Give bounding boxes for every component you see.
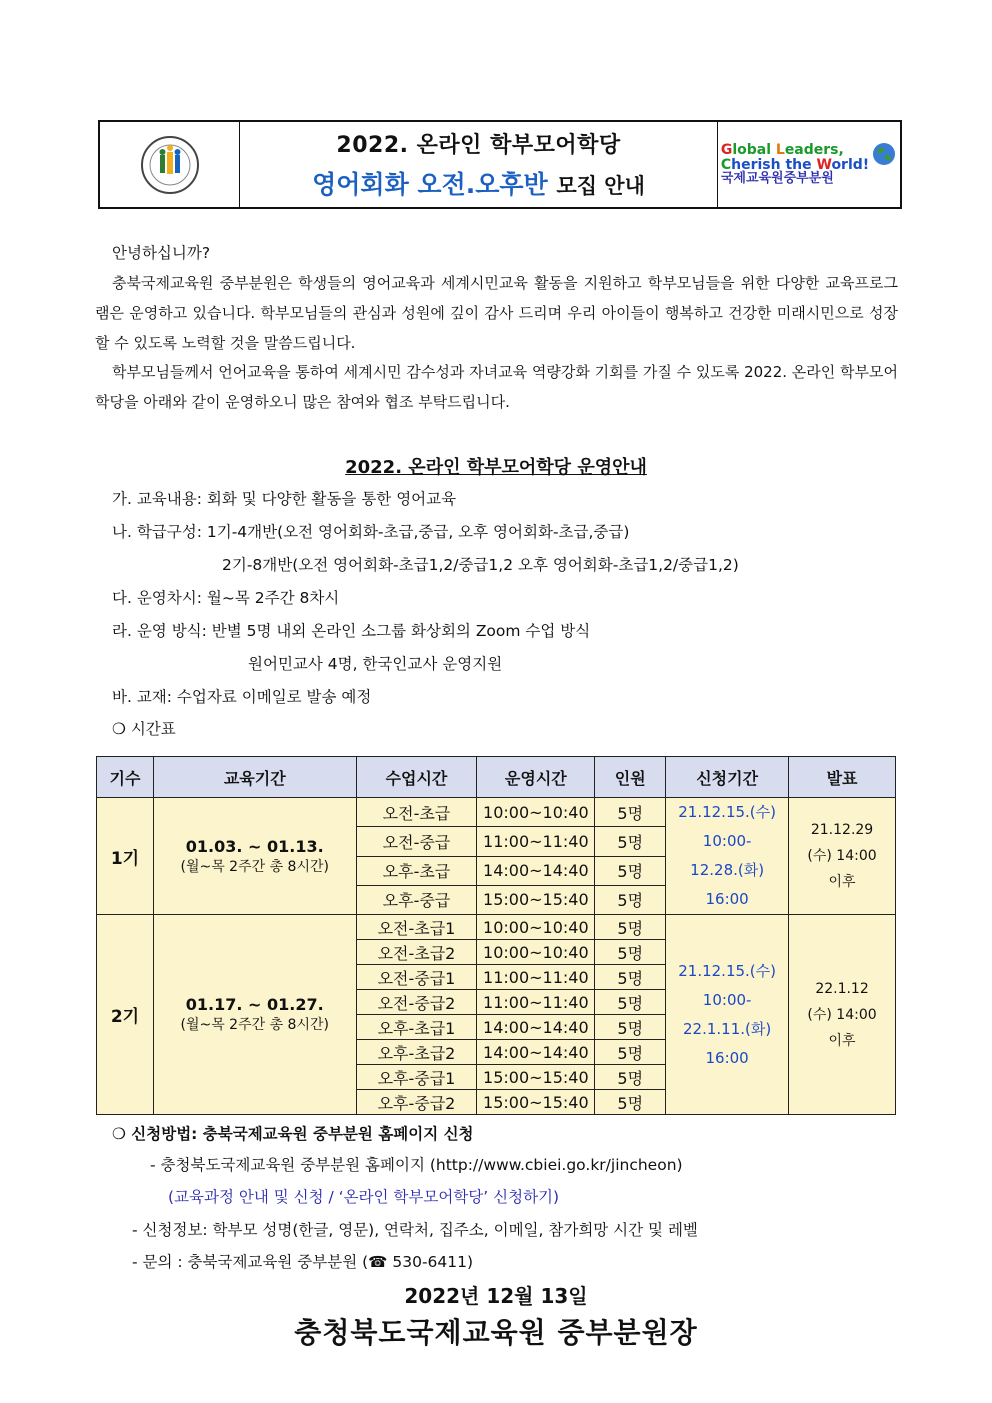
table-row — [97, 915, 896, 940]
time-cell: 14:00~14:40 — [477, 856, 595, 885]
item-teachers: 원어민교사 4명, 한국인교사 운영지원 — [248, 655, 503, 673]
item-content: 가. 교육내용: 회화 및 다양한 활동을 통한 영어교육 — [112, 490, 457, 508]
item-sessions: 다. 운영차시: 월~목 2주간 8차시 — [112, 589, 340, 607]
class-cell: 오후-초급 — [356, 856, 477, 885]
capacity-cell: 5명 — [595, 1040, 666, 1065]
subtitle-highlight: 영어회화 오전.오후반 — [312, 170, 548, 199]
capacity-cell: 5명 — [595, 965, 666, 990]
globe-icon — [871, 141, 897, 167]
time-cell: 14:00~14:40 — [477, 1015, 595, 1040]
period-cell — [153, 915, 356, 1115]
time-cell: 11:00~11:40 — [477, 990, 595, 1015]
class-cell: 오전-초급 — [356, 798, 477, 827]
apply-menu-path: (교육과정 안내 및 신청 / ‘온라인 학부모어학당’ 신청하기) — [168, 1188, 560, 1206]
intro-paragraph-1: 충북국제교육원 중부분원은 학생들의 영어교육과 세계시민교육 활동을 지원하고 학부모님들을 위한 다양한 교육프로그램은 운영하고 있습니다. 학부모님들의 관심과 성원에 깊이 감사 드리며 우리 아이들이 행복하고 건강한 미래시민으로 성장할 수 있도록 노력할 것을 말씀드립니다. — [95, 274, 898, 352]
capacity-cell: 5명 — [595, 798, 666, 827]
time-cell: 10:00~10:40 — [477, 940, 595, 965]
subtitle-rest: 모집 안내 — [556, 174, 645, 198]
table-row — [97, 798, 896, 827]
capacity-cell: 5명 — [595, 1015, 666, 1040]
brand-line-3: 국제교육원중부분원 — [720, 171, 834, 187]
institute-seal-icon — [140, 135, 200, 195]
item-timetable-label: ❍ 시간표 — [112, 720, 176, 738]
time-cell: 11:00~11:40 — [477, 827, 595, 856]
greeting: 안녕하십니까? — [112, 244, 211, 262]
capacity-cell: 5명 — [595, 856, 666, 885]
period-dates: 01.03. ~ 01.13. — [185, 836, 324, 856]
class-cell: 오전-중급 — [356, 827, 477, 856]
class-cell: 오전-초급2 — [356, 940, 477, 965]
term-cell: 1기 — [97, 798, 154, 915]
notice-subtitle — [312, 165, 645, 201]
period-note: (월~목 2주간 총 8시간) — [180, 1017, 329, 1033]
item-classes: 나. 학급구성: 1기-4개반(오전 영어회화-초급,중급, 오후 영어회화-초급,중급) — [112, 523, 630, 541]
item-materials: 바. 교재: 수업자료 이메일로 발송 예정 — [112, 688, 372, 706]
header-term: 기수 — [97, 757, 154, 798]
class-cell: 오후-중급2 — [356, 1090, 477, 1115]
time-cell: 14:00~14:40 — [477, 1040, 595, 1065]
term-cell: 2기 — [97, 915, 154, 1115]
brand-line-2: Cherish the World! — [720, 156, 870, 173]
item-classes-term2: 2기-8개반(오전 영어회화-초급1,2/중급1,2 오후 영어회화-초급1,2/중급1,2) — [222, 556, 739, 574]
brand-line-1: Global Leaders, — [720, 141, 844, 158]
logo-cell — [100, 122, 240, 207]
class-cell: 오후-중급1 — [356, 1065, 477, 1090]
capacity-cell: 5명 — [595, 885, 666, 914]
class-cell: 오후-초급1 — [356, 1015, 477, 1040]
class-cell: 오전-중급1 — [356, 965, 477, 990]
footer-date: 2022년 12월 13일 — [404, 1284, 588, 1308]
time-cell: 15:00~15:40 — [477, 1065, 595, 1090]
capacity-cell: 5명 — [595, 1090, 666, 1115]
apply-period-cell: 21.12.15.(수) 10:00- 12.28.(화) 16:00 — [666, 798, 789, 915]
class-cell: 오후-초급2 — [356, 1040, 477, 1065]
notice-header — [98, 120, 902, 209]
announce-cell: 21.12.29 (수) 14:00 이후 — [789, 798, 896, 915]
brand-logo — [721, 143, 869, 186]
title-cell — [240, 122, 718, 207]
header-apply-period: 신청기간 — [666, 757, 789, 798]
time-cell: 10:00~10:40 — [477, 798, 595, 827]
header-period: 교육기간 — [153, 757, 356, 798]
capacity-cell: 5명 — [595, 940, 666, 965]
time-cell: 15:00~15:40 — [477, 885, 595, 914]
notice-title: 2022. 온라인 학부모어학당 — [336, 133, 621, 158]
header-announce: 발표 — [789, 757, 896, 798]
class-cell: 오후-중급 — [356, 885, 477, 914]
section-title: 2022. 온라인 학부모어학당 운영안내 — [345, 457, 647, 478]
class-cell: 오전-중급2 — [356, 990, 477, 1015]
header-capacity: 인원 — [595, 757, 666, 798]
time-cell: 11:00~11:40 — [477, 965, 595, 990]
schedule-table — [96, 756, 896, 1115]
header-class: 수업시간 — [356, 757, 477, 798]
time-cell: 10:00~10:40 — [477, 915, 595, 940]
brand-cell — [718, 122, 900, 207]
period-dates: 01.17. ~ 01.27. — [185, 995, 324, 1014]
capacity-cell: 5명 — [595, 990, 666, 1015]
period-note: (월~목 2주간 총 8시간) — [180, 858, 329, 875]
period-cell — [153, 798, 356, 915]
class-cell: 오전-초급1 — [356, 915, 477, 940]
announce-cell: 22.1.12 (수) 14:00 이후 — [789, 915, 896, 1115]
apply-homepage: - 충청북도국제교육원 중부분원 홈페이지 (http://www.cbiei.go.kr/jincheon) — [150, 1156, 683, 1174]
footer-organization: 충청북도국제교육원 중부분원장 — [294, 1316, 698, 1349]
table-header-row — [97, 757, 896, 798]
intro-paragraph-2: 학부모님들께서 언어교육을 통하여 세계시민 감수성과 자녀교육 역량강화 기회를 가질 수 있도록 2022. 온라인 학부모어학당을 아래와 같이 운영하오니 많은 참여와 협조 부탁드립니다. — [95, 363, 898, 411]
capacity-cell: 5명 — [595, 915, 666, 940]
header-time: 운영시간 — [477, 757, 595, 798]
capacity-cell: 5명 — [595, 827, 666, 856]
apply-info: - 신청정보: 학부모 성명(한글, 영문), 연락처, 집주소, 이메일, 참가희망 시간 및 레벨 — [132, 1221, 698, 1239]
apply-contact: - 문의 : 충북국제교육원 중부분원 (☎ 530-6411) — [132, 1253, 474, 1271]
apply-period-cell: 21.12.15.(수) 10:00- 22.1.11.(화) 16:00 — [666, 915, 789, 1115]
apply-method: ❍ 신청방법: 충북국제교육원 중부분원 홈페이지 신청 — [112, 1125, 474, 1143]
item-method: 라. 운영 방식: 반별 5명 내외 온라인 소그룹 화상회의 Zoom 수업 방식 — [112, 622, 591, 640]
capacity-cell: 5명 — [595, 1065, 666, 1090]
time-cell: 15:00~15:40 — [477, 1090, 595, 1115]
